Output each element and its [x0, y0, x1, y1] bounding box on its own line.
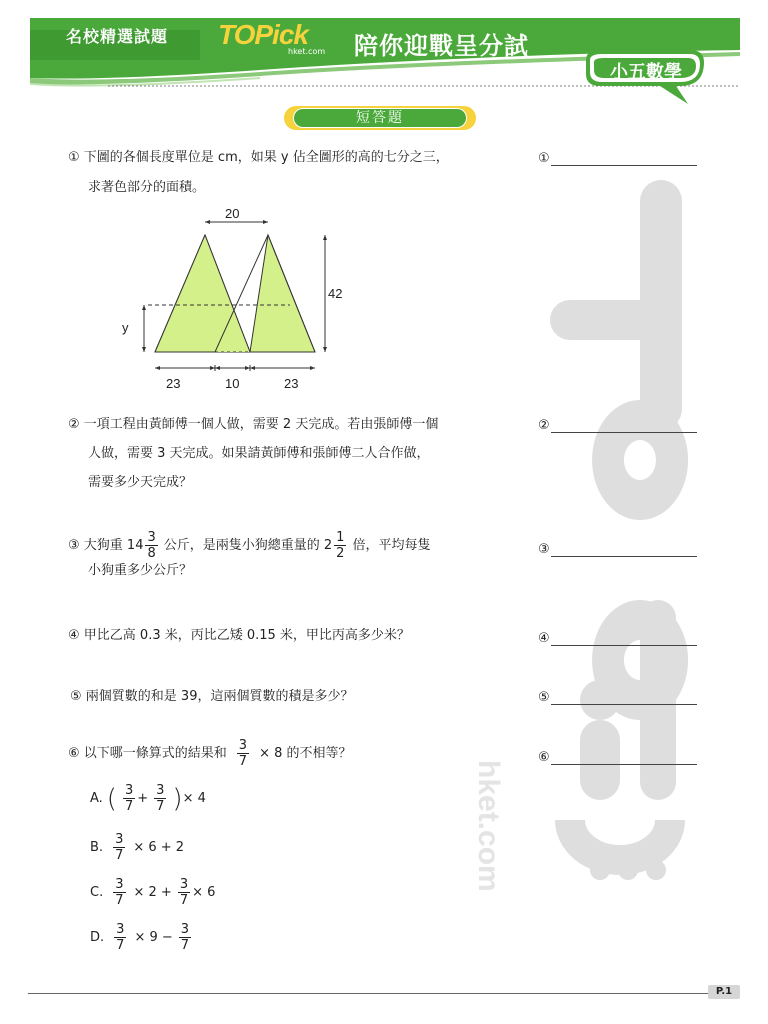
- figure-label-top: 20: [225, 206, 240, 221]
- figure-label-b2: 10: [225, 376, 240, 391]
- frac-den: 7: [124, 799, 134, 814]
- option-a-plus: +: [137, 791, 149, 806]
- question-3: [68, 530, 430, 579]
- frac-num: 3: [124, 783, 134, 798]
- question-6-post: × 8 的不相等？: [259, 745, 352, 761]
- answer-1-label: ①: [538, 151, 550, 166]
- right-paren: ): [172, 783, 183, 814]
- answer-5-line[interactable]: [551, 691, 697, 705]
- question-5: ⑤ 兩個質數的和是 39，這兩個質數的積是多少？: [70, 689, 354, 704]
- question-3-post: 倍，平均每隻: [352, 537, 431, 553]
- answer-1-line[interactable]: [551, 152, 697, 166]
- frac-num: 3: [115, 877, 124, 892]
- watermark: [540, 180, 720, 900]
- question-1: [68, 150, 449, 196]
- option-c-frac2: [178, 877, 190, 908]
- question-3-pre: ③ 大狗重 14: [68, 537, 144, 553]
- fraction-3-8: [145, 530, 157, 561]
- question-2-line3: 需要多少天完成？: [88, 475, 193, 490]
- frac-num: 3: [116, 922, 125, 937]
- answer-3-label: ③: [538, 542, 550, 557]
- answer-5-label: ⑤: [538, 690, 550, 705]
- topick-logo-sub: hket.com: [288, 47, 326, 56]
- option-c-frac1: [113, 877, 125, 908]
- frac-num: 3: [238, 738, 248, 753]
- option-c-mid: × 2 +: [133, 885, 172, 900]
- question-6-pre: ⑥ 以下哪一條算式的結果和: [68, 745, 227, 761]
- answer-4-label: ④: [538, 631, 550, 646]
- option-a-frac1: [123, 783, 135, 814]
- answer-4[interactable]: [538, 631, 697, 646]
- watermark-side-text: hket.com: [472, 760, 505, 892]
- frac-den: 8: [147, 546, 156, 561]
- frac-den: 7: [156, 799, 165, 814]
- question-2-line2: 人做，需要 3 天完成。如果請黃師傅和張師傅二人合作做，: [88, 446, 430, 461]
- option-a-label: A.: [90, 791, 103, 806]
- option-a-tail: × 4: [182, 791, 206, 806]
- frac-den: 7: [115, 848, 124, 863]
- option-a[interactable]: [90, 783, 206, 814]
- figure-label-height: 42: [328, 286, 343, 301]
- option-d-mid: × 9 −: [134, 930, 173, 945]
- question-4: ④ 甲比乙高 0.3 米，丙比乙矮 0.15 米，甲比丙高多少米？: [68, 628, 410, 643]
- frac-den: 2: [336, 546, 345, 561]
- frac-num: 3: [115, 832, 124, 847]
- frac-num: 3: [180, 922, 190, 937]
- answer-6[interactable]: [538, 750, 697, 765]
- question-1-line1: ① 下圖的各個長度單位是 cm，如果 y 佔全圖形的高的七分之三，: [68, 150, 449, 165]
- option-c-label: C.: [90, 885, 104, 900]
- watermark-big-text: TOPick: [709, 185, 720, 219]
- figure-label-y: y: [122, 320, 129, 335]
- answer-2-line[interactable]: [551, 419, 697, 433]
- answer-1[interactable]: [538, 151, 697, 166]
- figure-label-b1: 23: [166, 376, 181, 391]
- option-d[interactable]: [90, 922, 193, 953]
- question-3-mid: 公斤，是兩隻小狗總重量的 2: [163, 537, 333, 553]
- answer-6-line[interactable]: [551, 751, 697, 765]
- answer-2-label: ②: [538, 418, 550, 433]
- frac-num: 3: [156, 783, 165, 798]
- answer-6-label: ⑥: [538, 750, 550, 765]
- answer-3[interactable]: [538, 542, 697, 557]
- left-paren: (: [106, 783, 117, 814]
- frac-den: 7: [115, 893, 124, 908]
- option-c[interactable]: [90, 877, 215, 908]
- frac-num: 1: [336, 530, 345, 545]
- frac-den: 7: [116, 938, 125, 953]
- section-title: 短答題: [356, 110, 404, 126]
- question-6: [68, 738, 352, 769]
- frac-num: 3: [179, 877, 189, 892]
- grade-badge: 小五數學: [610, 62, 682, 83]
- option-d-frac2: [179, 922, 191, 953]
- page-number: P.1: [715, 986, 733, 997]
- answer-5[interactable]: [538, 690, 697, 705]
- topick-logo: [218, 20, 348, 60]
- answer-2[interactable]: [538, 418, 697, 433]
- option-b-label: B.: [90, 840, 104, 855]
- figure-label-b3: 23: [284, 376, 299, 391]
- option-d-frac1: [114, 922, 126, 953]
- topick-logo-text: TOPick: [218, 19, 308, 50]
- header-slogan: 陪你迎戰呈分試: [354, 32, 529, 60]
- footer-line: [28, 993, 708, 994]
- section-title-bar: [284, 106, 476, 130]
- question-3-line2: 小狗重多少公斤？: [88, 563, 193, 578]
- frac-den: 7: [238, 754, 248, 769]
- frac-den: 7: [180, 938, 190, 953]
- option-b-frac: [113, 832, 125, 863]
- question-2-line1: ② 一項工程由黃師傅一個人做，需要 2 天完成。若由張師傅一個: [68, 417, 439, 432]
- frac-den: 7: [179, 893, 189, 908]
- figure-svg: [110, 200, 360, 400]
- answer-3-line[interactable]: [551, 543, 697, 557]
- option-c-tail: × 6: [192, 885, 216, 900]
- watermark-graphic: [540, 180, 720, 900]
- header-left-tab: 名校精選試題: [66, 27, 169, 46]
- answer-4-line[interactable]: [551, 632, 697, 646]
- fraction-1-2: [334, 530, 346, 561]
- option-b[interactable]: [90, 832, 184, 863]
- question-1-line2: 求著色部分的面積。: [88, 180, 206, 195]
- frac-num: 3: [147, 530, 156, 545]
- question-2: [68, 417, 438, 491]
- page-number-tab: [708, 985, 740, 999]
- trapezoid-figure: [110, 200, 360, 400]
- option-d-label: D.: [90, 930, 105, 945]
- option-b-tail: × 6 + 2: [133, 840, 185, 855]
- fraction-3-7: [237, 738, 249, 769]
- section-title-inner: [294, 109, 466, 127]
- option-a-frac2: [154, 783, 166, 814]
